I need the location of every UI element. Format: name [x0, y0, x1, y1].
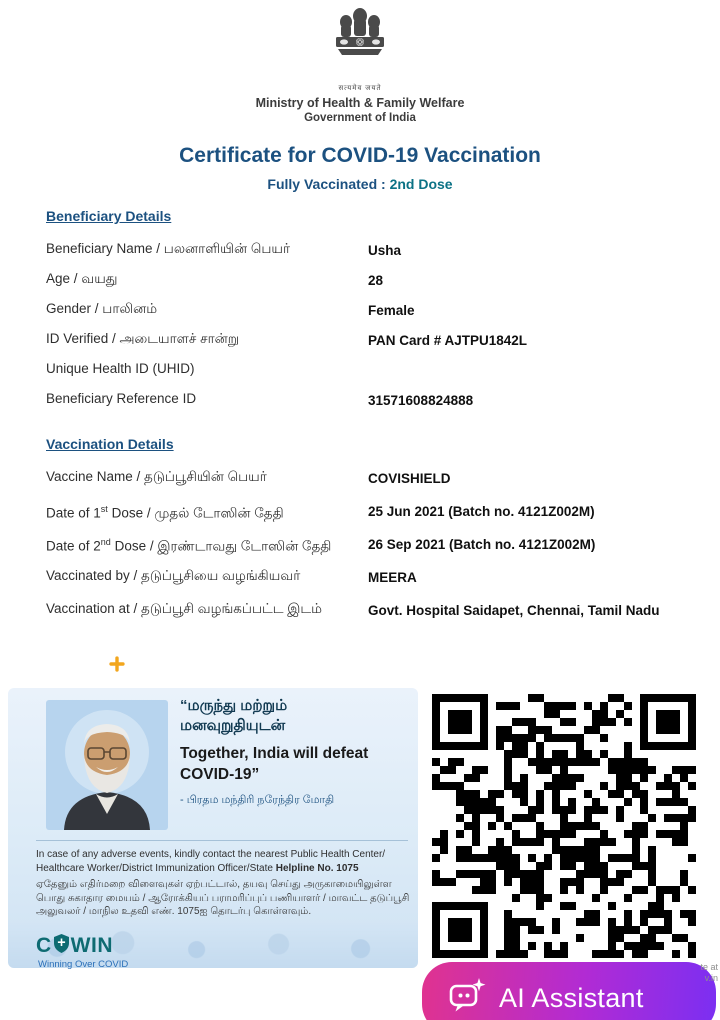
subtitle-dose: 2nd Dose: [389, 176, 453, 192]
ai-assistant-label: AI Assistant: [499, 982, 644, 1013]
field-label: ID Verified / அடையாளச் சான்று: [46, 331, 239, 346]
field-label: Unique Health ID (UHID): [46, 361, 195, 376]
national-emblem-icon: [0, 6, 720, 69]
field-label: Age / வயது: [46, 271, 118, 286]
field-label: [46, 534, 368, 555]
subtitle-prefix: Fully Vaccinated :: [267, 176, 386, 192]
field-row-id-verified: [46, 330, 686, 360]
field-value: COVISHIELD: [368, 471, 451, 486]
field-label: Vaccination at / தடுப்பூசி வழங்கப்பட்ட இடம்: [46, 601, 322, 616]
qr-code: [428, 690, 700, 962]
field-label: Gender / பாலினம்: [46, 301, 158, 316]
campaign-banner: [8, 688, 418, 968]
label-text: Date of 2: [46, 538, 101, 554]
ai-assistant-button[interactable]: [422, 962, 716, 1020]
label-ordinal: st: [100, 504, 108, 514]
field-row-dose2-date: [46, 534, 686, 567]
beneficiary-details-rows: [46, 240, 686, 420]
cowin-shield-icon: [54, 934, 69, 958]
field-value: Govt. Hospital Saidapet, Chennai, Tamil Nadu: [368, 603, 660, 618]
quote-english-line1: Together, India will defeat: [180, 745, 369, 762]
quote-english: [180, 743, 418, 785]
field-value: PAN Card # AJTPU1842L: [368, 333, 528, 348]
label-text: Date of 1: [46, 505, 101, 521]
ministry-name: Ministry of Health & Family Welfare: [255, 96, 465, 110]
field-label: [46, 501, 368, 522]
quote-english-line2: COVID-19”: [180, 766, 260, 783]
emblem-motto: सत्यमेव जयते: [338, 85, 382, 92]
government-name: Government of India: [304, 112, 416, 124]
field-row-gender: [46, 300, 686, 330]
field-row-uhid: [46, 360, 686, 390]
field-value: 31571608824888: [368, 393, 474, 408]
pm-quote: [180, 696, 418, 808]
label-ordinal: nd: [100, 537, 111, 547]
quote-attribution: - பிரதம மந்திரி நரேந்திர மோதி: [180, 794, 335, 806]
label-text: Dose / இரண்டாவது டோஸின் தேதி: [110, 538, 332, 554]
field-label: Vaccine Name / தடுப்பூசியின் பெயர்: [46, 469, 267, 484]
verify-caption-line2: v.in: [704, 973, 718, 983]
field-row-vaccine-name: [46, 468, 686, 501]
chat-sparkle-icon: [446, 976, 486, 1020]
field-row-dose1-date: [46, 501, 686, 534]
banner-divider: [36, 840, 408, 841]
field-value: 25 Jun 2021 (Batch no. 4121Z002M): [368, 504, 595, 519]
field-label: Beneficiary Reference ID: [46, 391, 197, 406]
field-row-reference-id: [46, 390, 686, 420]
field-row-vaccinated-by: [46, 567, 686, 600]
cowin-tagline: Winning Over COVID: [38, 959, 129, 970]
adverse-events-notice-en: [36, 848, 410, 875]
field-value: 28: [368, 273, 384, 288]
vaccination-details-rows: [46, 468, 686, 633]
cowin-logo-c: C: [36, 934, 52, 957]
beneficiary-details-heading: Beneficiary Details: [46, 208, 172, 224]
verify-caption: [676, 962, 718, 984]
adverse-line2: Healthcare Worker/District Immunization Officer/State: [36, 862, 276, 874]
field-row-vaccination-at: [46, 600, 686, 633]
vaccination-details-heading: Vaccination Details: [46, 436, 174, 452]
helpline-number: Helpline No. 1075: [275, 862, 359, 874]
field-value: MEERA: [368, 570, 417, 585]
label-text: Dose / முதல் டோஸின் தேதி: [107, 505, 284, 521]
field-value: 26 Sep 2021 (Batch no. 4121Z002M): [368, 537, 596, 552]
cowin-logo: [36, 934, 128, 970]
quote-tamil-line1: “மருந்து மற்றும்: [180, 697, 288, 714]
cowin-logo-win: WIN: [70, 934, 113, 957]
field-row-age: [46, 270, 686, 300]
field-value: Female: [368, 303, 415, 318]
plus-decoration: [109, 656, 124, 671]
field-label: Vaccinated by / தடுப்பூசியை வழங்கியவர்: [46, 568, 301, 583]
verify-caption-line1: te at: [700, 962, 718, 972]
field-label: Beneficiary Name / பலனாளியின் பெயர்: [46, 241, 290, 256]
certificate-title: Certificate for COVID-19 Vaccination: [179, 144, 541, 167]
quote-tamil-line2: மனவுறுதியுடன்: [180, 717, 286, 734]
adverse-line1: In case of any adverse events, kindly contact the nearest Public Health Center/: [36, 849, 386, 860]
field-value: Usha: [368, 243, 402, 258]
pm-photo: [46, 700, 168, 830]
adverse-events-notice-ta: ஏதேனும் எதிர்மறை விளைவுகள் ஏற்பட்டால், தயவு செய்து அருகாமையிலுள்ள பொது சுகாதார மையம் / ஆரோக்கியப் பராமரிப்புப் பணியாளர் / மாவட்ட தடுப்பூசி அலுவலர் / மாநில உதவி எண். 1075ஐ தொடர்பு கொள்ளவும்.: [36, 879, 410, 917]
certificate-subtitle: [0, 176, 720, 192]
field-row-beneficiary-name: [46, 240, 686, 270]
